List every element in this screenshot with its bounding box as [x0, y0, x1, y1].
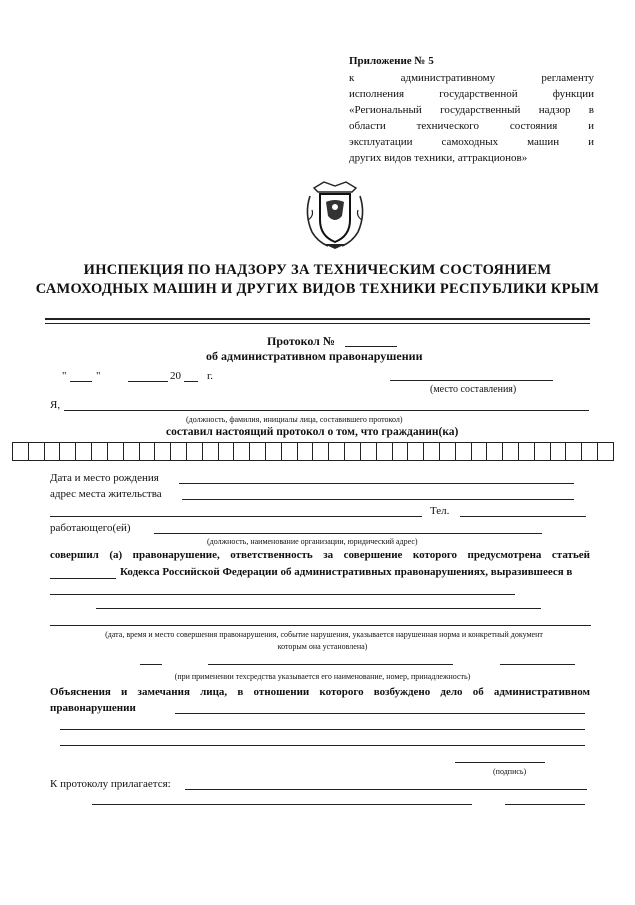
name-grid-cell[interactable]	[328, 442, 344, 461]
explanations-line-2: правонарушении	[50, 702, 136, 714]
name-grid-cell[interactable]	[344, 442, 360, 461]
birth-field[interactable]	[179, 483, 574, 484]
name-grid-cell[interactable]	[471, 442, 487, 461]
citizen-name-grid[interactable]	[12, 442, 614, 461]
address-field-cont[interactable]	[50, 516, 422, 517]
date-year-prefix: 20	[170, 370, 181, 382]
name-grid-cell[interactable]	[107, 442, 123, 461]
agency-heading-line-2: САМОХОДНЫХ МАШИН И ДРУГИХ ВИДОВ ТЕХНИКИ РЕСПУБЛИКИ КРЫМ	[35, 281, 600, 297]
protocol-number-field[interactable]	[345, 346, 397, 347]
name-grid-cell[interactable]	[170, 442, 186, 461]
explanations-field-2[interactable]	[60, 729, 585, 730]
name-grid-cell[interactable]	[154, 442, 170, 461]
name-grid-cell[interactable]	[518, 442, 534, 461]
tech-field-b[interactable]	[208, 664, 453, 665]
attachments-field-2[interactable]	[92, 804, 472, 805]
name-grid-cell[interactable]	[534, 442, 550, 461]
attachments-label: К протоколу прилагается:	[50, 778, 171, 790]
appendix-text	[349, 70, 594, 166]
header-rule-thin	[45, 323, 590, 324]
name-grid-cell[interactable]	[202, 442, 218, 461]
appendix-line: эксплуатации самоходных машин и	[349, 136, 594, 148]
appendix-line: к административному регламенту	[349, 72, 594, 84]
name-grid-cell[interactable]	[297, 442, 313, 461]
name-grid-cell[interactable]	[376, 442, 392, 461]
name-grid-cell[interactable]	[75, 442, 91, 461]
tech-caption: (при применении техсредства указывается его наименование, номер, принадлежность)	[174, 672, 471, 681]
name-grid-cell[interactable]	[550, 442, 566, 461]
name-grid-cell[interactable]	[392, 442, 408, 461]
date-month-field[interactable]	[128, 381, 168, 382]
name-grid-cell[interactable]	[139, 442, 155, 461]
phone-label: Тел.	[430, 505, 450, 517]
address-label: адрес места жительства	[50, 488, 162, 500]
attachments-field-3[interactable]	[505, 804, 585, 805]
appendix-line: «Региональный государственный надзор в	[349, 104, 594, 116]
name-grid-cell[interactable]	[581, 442, 597, 461]
name-grid-cell[interactable]	[249, 442, 265, 461]
name-grid-cell[interactable]	[28, 442, 44, 461]
name-grid-cell[interactable]	[91, 442, 107, 461]
explanations-field-1[interactable]	[175, 713, 585, 714]
explanations-line-1: Объяснения и замечания лица, в отношении которого возбуждено дело об административном	[50, 686, 590, 698]
protocol-subtitle: об административном правонарушении	[206, 349, 423, 363]
address-field[interactable]	[182, 499, 574, 500]
appendix-title: Приложение № 5	[349, 55, 434, 67]
article-field[interactable]	[50, 578, 116, 579]
official-caption: (должность, фамилия, инициалы лица, составившего протокол)	[186, 415, 403, 424]
name-grid-cell[interactable]	[502, 442, 518, 461]
birth-label: Дата и место рождения	[50, 472, 159, 484]
name-grid-cell[interactable]	[59, 442, 75, 461]
place-field[interactable]	[390, 380, 553, 381]
name-grid-cell[interactable]	[218, 442, 234, 461]
name-grid-cell[interactable]	[455, 442, 471, 461]
appendix-line: других видов техники, аттракционов»	[349, 152, 528, 164]
signature-field[interactable]	[455, 762, 545, 763]
tech-field-c[interactable]	[500, 664, 575, 665]
official-field[interactable]	[64, 410, 589, 411]
name-grid-cell[interactable]	[597, 442, 614, 461]
name-grid-cell[interactable]	[407, 442, 423, 461]
i-label: Я,	[50, 399, 61, 411]
offense-line-1: совершил (а) правонарушение, ответственность за совершение которого предусмотрена статьей	[50, 549, 590, 561]
name-grid-cell[interactable]	[312, 442, 328, 461]
crimea-coat-of-arms-icon	[302, 180, 368, 250]
name-grid-cell[interactable]	[233, 442, 249, 461]
offense-line-2: Кодекса Российской Федерации об административных правонарушениях, выразившееся в	[120, 566, 573, 578]
agency-heading-line-1: ИНСПЕКЦИЯ ПО НАДЗОРУ ЗА ТЕХНИЧЕСКИМ СОСТОЯНИЕМ	[83, 262, 552, 278]
date-quote-open: "	[62, 370, 67, 382]
tech-field-a[interactable]	[140, 664, 162, 665]
name-grid-cell[interactable]	[123, 442, 139, 461]
appendix-line: исполнения государственной функции	[349, 88, 594, 100]
place-caption: (место составления)	[430, 384, 517, 395]
offense-caption-2: которым она установлена)	[277, 642, 368, 651]
offense-description-field[interactable]	[50, 594, 515, 595]
name-grid-cell[interactable]	[439, 442, 455, 461]
appendix-line: области технического состояния и	[349, 120, 594, 132]
date-day-field[interactable]	[70, 381, 92, 382]
compiled-text: составил настоящий протокол о том, что гражданин(ка)	[166, 426, 459, 438]
name-grid-cell[interactable]	[265, 442, 281, 461]
name-grid-cell[interactable]	[281, 442, 297, 461]
name-grid-cell[interactable]	[44, 442, 60, 461]
offense-caption-1: (дата, время и место совершения правонарушения, событие нарушения, указывается нарушенная норма и конкретный документ	[105, 630, 543, 639]
date-quote-close: "	[96, 370, 101, 382]
offense-description-field-2[interactable]	[96, 608, 541, 609]
employer-field[interactable]	[154, 533, 542, 534]
name-grid-cell[interactable]	[360, 442, 376, 461]
header-rule	[45, 318, 590, 320]
employer-caption: (должность, наименование организации, юридический адрес)	[207, 537, 418, 546]
attachments-field-1[interactable]	[185, 789, 587, 790]
date-suffix: г.	[207, 370, 214, 382]
name-grid-cell[interactable]	[12, 442, 28, 461]
name-grid-cell[interactable]	[565, 442, 581, 461]
employer-label: работающего(ей)	[50, 522, 131, 534]
name-grid-cell[interactable]	[486, 442, 502, 461]
name-grid-cell[interactable]	[186, 442, 202, 461]
offense-description-field-3[interactable]	[50, 625, 591, 626]
name-grid-cell[interactable]	[423, 442, 439, 461]
phone-field[interactable]	[460, 516, 586, 517]
protocol-title: Протокол №	[267, 334, 335, 348]
explanations-field-3[interactable]	[60, 745, 585, 746]
signature-caption: (подпись)	[493, 767, 527, 776]
date-year-field[interactable]	[184, 381, 198, 382]
